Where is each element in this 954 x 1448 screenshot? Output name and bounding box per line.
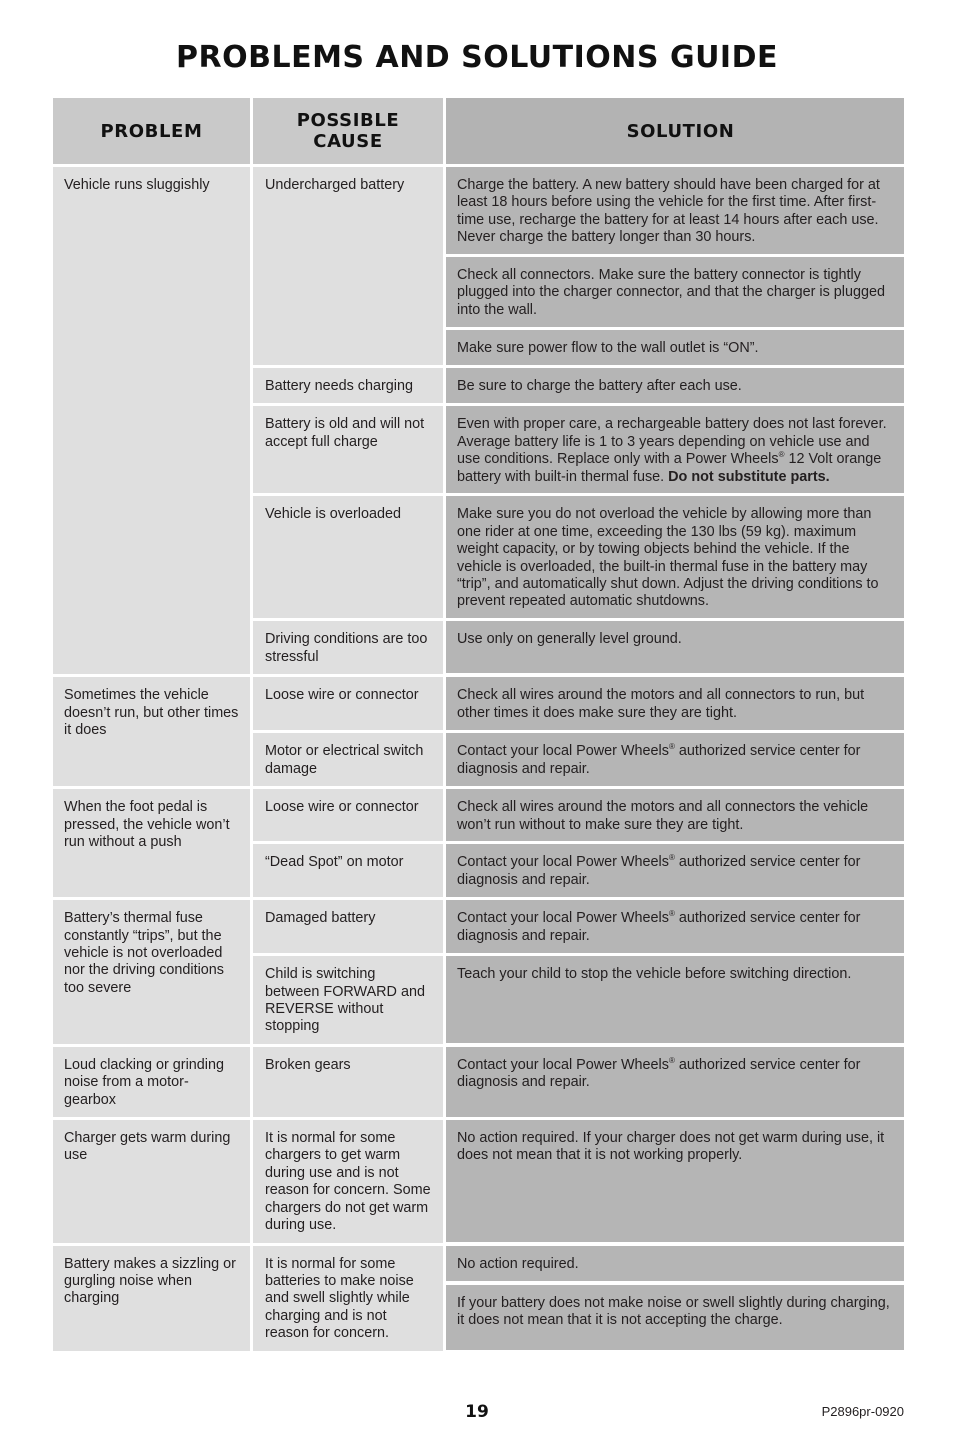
cause-cell: Damaged battery [253, 900, 443, 953]
page-number: 19 [465, 1402, 489, 1422]
solution-cell: Use only on generally level ground. [446, 621, 904, 673]
header-solution: SOLUTION [446, 98, 904, 164]
cause-cell: Undercharged battery [253, 167, 443, 365]
problem-cell: Vehicle runs sluggishly [53, 167, 250, 674]
registered-mark: ® [668, 1055, 675, 1065]
solution-cell [446, 900, 904, 953]
registered-mark: ® [668, 909, 675, 919]
cause-cell: Loose wire or connector [253, 789, 443, 841]
solution-cell: Be sure to charge the battery after each use. [446, 368, 904, 403]
solution-text: Contact your local Power Wheels [457, 1056, 669, 1073]
header-possible-cause [253, 98, 443, 164]
solution-text: Even with proper care, a rechargeable battery does not last forever. Average battery life is 1 to 3 years depending on vehicle use and use conditions. Replace only with a Power Wheels [457, 416, 887, 468]
solution-cell: Make sure power flow to the wall outlet is “ON”. [446, 330, 904, 365]
solution-cell: If your battery does not make noise or swell slightly during charging, it does not mean that it is not accepting the charge. [446, 1285, 904, 1350]
problem-cell: Battery’s thermal fuse constantly “trips”, but the vehicle is not overloaded nor the driving conditions too severe [53, 900, 250, 1044]
registered-mark: ® [778, 450, 785, 460]
cause-cell: Broken gears [253, 1047, 443, 1117]
problem-cell: Sometimes the vehicle doesn’t run, but other times it does [53, 677, 250, 786]
solution-cell: Make sure you do not overload the vehicle by allowing more than one rider at one time, exceeding the 130 lbs (59 kg). maximum weight capacity, or by towing objects behind the vehicle. If the vehicle is overloaded, the built-in thermal fuse in the battery may “trip”, and automatically shut down. Adjust the driving conditions to prevent repeated automatic shutdowns. [446, 496, 904, 618]
solution-text: authorized service center for diagnosis and repair. [457, 743, 861, 777]
solution-cell: Check all wires around the motors and all connectors to run, but other times it does make sure they are tight. [446, 677, 904, 730]
solution-text: authorized service center for diagnosis and repair. [457, 854, 861, 888]
header-problem: PROBLEM [53, 98, 250, 164]
solution-cell: Charge the battery. A new battery should have been charged for at least 18 hours before using the vehicle for the first time. After first-time use, recharge the battery for at least 14 hours after each use. Never charge the battery longer than 30 hours. [446, 167, 904, 254]
solution-text: Contact your local Power Wheels [457, 743, 669, 760]
cause-cell: Vehicle is overloaded [253, 496, 443, 618]
solution-text: authorized service center for diagnosis and repair. [457, 910, 861, 944]
solution-cell [446, 733, 904, 786]
problem-cell: Battery makes a sizzling or gurgling noise when charging [53, 1246, 250, 1351]
cause-cell: It is normal for some chargers to get warm during use and is not reason for concern. Some chargers do not get warm during use. [253, 1120, 443, 1242]
solution-cell: No action required. If your charger does not get warm during use, it does not mean that it is not working properly. [446, 1120, 904, 1242]
solution-text: authorized service center for diagnosis and repair. [457, 1056, 861, 1091]
header-cause-text: POSSIBLE CAUSE [296, 110, 400, 152]
problem-cell: Charger gets warm during use [53, 1120, 250, 1242]
solution-text: 12 Volt orange battery with built-in thermal fuse. [457, 451, 882, 485]
problems-table [53, 98, 904, 1351]
solution-text: Contact your local Power Wheels [457, 910, 669, 927]
warning-text: Do not substitute parts. [668, 468, 830, 485]
solution-cell [446, 1047, 904, 1117]
cause-cell: Motor or electrical switch damage [253, 733, 443, 786]
page-title: PROBLEMS AND SOLUTIONS GUIDE [176, 40, 778, 75]
solution-cell [446, 406, 904, 493]
cause-cell: Child is switching between FORWARD and REVERSE without stopping [253, 956, 443, 1044]
cause-cell: “Dead Spot” on motor [253, 844, 443, 897]
cause-cell: It is normal for some batteries to make noise and swell slightly while charging and is not reason for concern. [253, 1246, 443, 1351]
solution-cell [446, 844, 904, 897]
cause-cell: Battery is old and will not accept full charge [253, 406, 443, 493]
solution-text: Contact your local Power Wheels [457, 854, 669, 871]
solution-cell: Check all wires around the motors and all connectors the vehicle won’t run without to make sure they are tight. [446, 789, 904, 841]
solution-cell: Check all connectors. Make sure the battery connector is tightly plugged into the charger connector, and that the charger is plugged into the wall. [446, 257, 904, 327]
document-code: P2896pr-0920 [821, 1404, 904, 1419]
registered-mark: ® [668, 742, 675, 752]
problem-cell: When the foot pedal is pressed, the vehicle won’t run without a push [53, 789, 250, 897]
cause-cell: Loose wire or connector [253, 677, 443, 730]
cause-cell: Driving conditions are too stressful [253, 621, 443, 674]
problem-cell: Loud clacking or grinding noise from a motor-gearbox [53, 1047, 250, 1117]
registered-mark: ® [668, 853, 675, 863]
solution-cell: Teach your child to stop the vehicle before switching direction. [446, 956, 904, 1043]
cause-cell: Battery needs charging [253, 368, 443, 403]
solution-cell: No action required. [446, 1246, 904, 1281]
